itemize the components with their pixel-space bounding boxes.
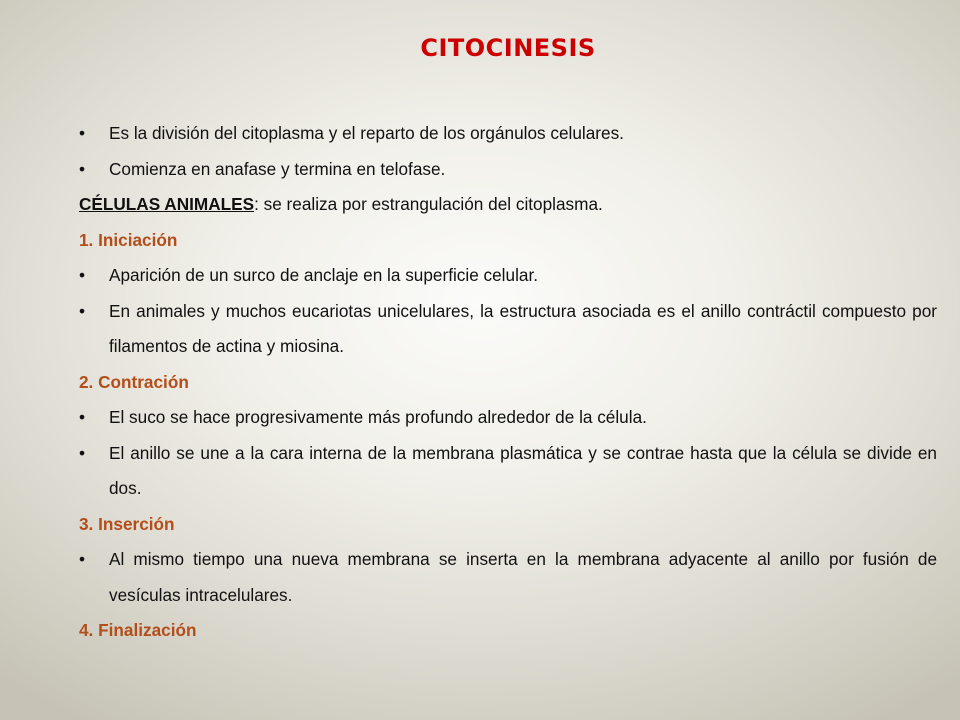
bullet-marker: • bbox=[79, 442, 86, 463]
bullet-item bbox=[79, 542, 937, 613]
bullet-text: Al mismo tiempo una nueva membrana se inserta en la membrana adyacente al anillo por fusión de vesículas intracelulares. bbox=[109, 549, 937, 605]
bullet-item bbox=[79, 294, 937, 365]
bullet-item bbox=[79, 152, 937, 188]
bullet-text: En animales y muchos eucariotas unicelulares, la estructura asociada es el anillo contráctil compuesto por filamentos de actina y miosina. bbox=[109, 300, 937, 356]
bullet-item bbox=[79, 436, 937, 507]
bullet-marker: • bbox=[79, 123, 86, 143]
bullet-text: El anillo se une a la cara interna de la membrana plasmática y se contrae hasta que la célula se divide en dos. bbox=[109, 442, 937, 498]
animal-cells-text: : se realiza por estrangulación del citoplasma. bbox=[254, 194, 603, 214]
bullet-text: Es la división del citoplasma y el reparto de los orgánulos celulares. bbox=[109, 123, 624, 143]
bullet-text: El suco se hace progresivamente más profundo alrededor de la célula. bbox=[109, 407, 647, 427]
step-heading-insercion: 3. Inserción bbox=[79, 513, 175, 534]
bullet-marker: • bbox=[79, 158, 86, 179]
step-heading-finalizacion: 4. Finalización bbox=[79, 620, 197, 640]
animal-cells-line bbox=[79, 187, 937, 223]
slide-title: CITOCINESIS bbox=[420, 34, 596, 62]
bullet-item bbox=[79, 400, 937, 436]
step-heading-iniciacion: 1. Iniciación bbox=[79, 229, 178, 250]
bullet-text: Aparición de un surco de anclaje en la superficie celular. bbox=[109, 265, 538, 285]
bullet-marker: • bbox=[79, 407, 86, 427]
bullet-text: Comienza en anafase y termina en telofase. bbox=[109, 158, 446, 179]
step-heading-contracion: 2. Contración bbox=[79, 371, 189, 392]
bullet-item bbox=[79, 116, 937, 152]
slide-body bbox=[79, 116, 937, 649]
bullet-item bbox=[79, 258, 937, 294]
bullet-marker: • bbox=[79, 549, 86, 569]
bullet-marker: • bbox=[79, 300, 86, 321]
animal-cells-label: CÉLULAS ANIMALES bbox=[79, 194, 255, 214]
bullet-marker: • bbox=[79, 265, 86, 285]
